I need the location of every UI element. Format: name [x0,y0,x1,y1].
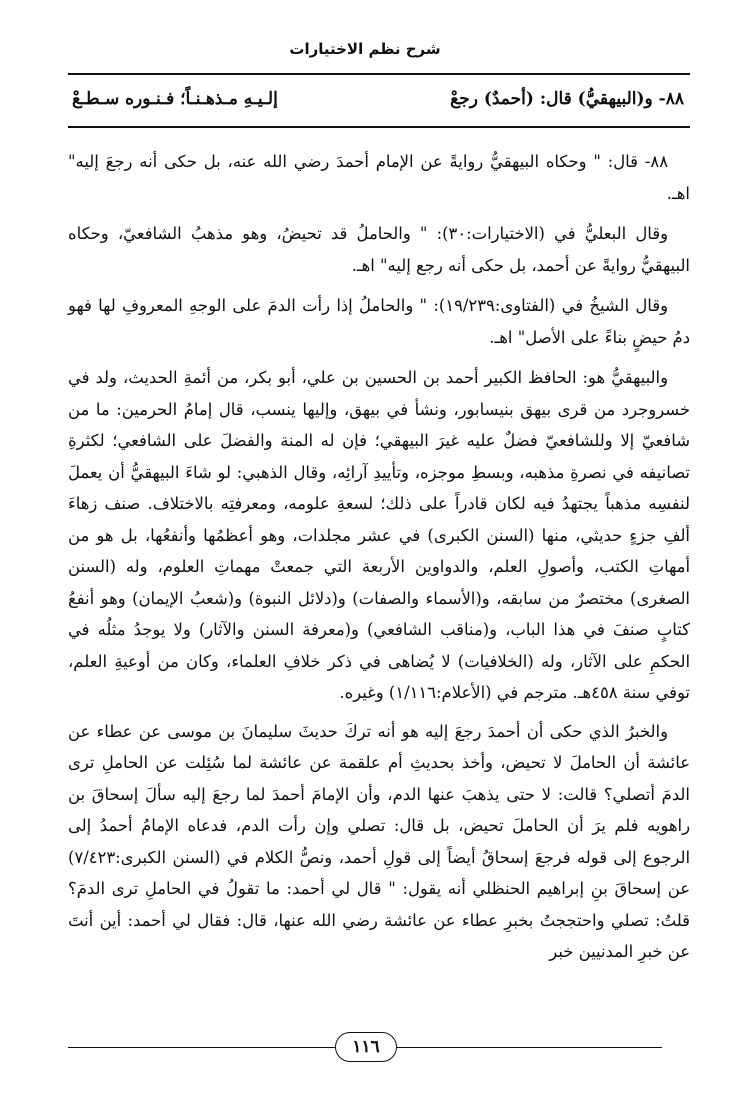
footer-rule-left [68,1047,343,1048]
running-header-title: شرح نظم الاختيارات [289,40,441,58]
paragraph-fatawa: وقال الشيخُ في (الفتاوى:١٩/٢٣٩): " والحاملُ إذا رأت الدمَ على الوجهِ المعروفِ لها فهو دمُ حيضٍ بناءً على الأصل" اهـ. [68,296,690,347]
footer-rule-right [387,1047,662,1048]
paragraph-report: والخبرُ الذي حكى أن أحمدَ رجعَ إليه هو أنه تركَ حديثَ سليمانَ بن موسى عن عطاء عن عائشة أن الحاملَ لا تحيض، وأخذ بحديثِ أم علقمة عن عائشة لما سُئِلت عن الحاملِ ترى الدمَ أتصلي؟ قالت: لا حتى يذهبَ عنها الدم، وأن الإمامَ أحمدَ لما رجعَ إليه سألَ إسحاقَ بن راهويه فلم يرَ أن الحاملَ تحيض، بل قال: تصلي وإن رأت الدم، فدعاه الإمامُ أحمدُ إلى الرجوع إلى قوله فرجعَ إسحاقُ أيضاً إلى قولِ أحمد، ونصُّ الكلام في (السنن الكبرى:٧/٤٢٣) عن إسحاقَ بنِ إبراهيم الحنظلي أنه يقول: " قال لي أحمد: ما تقولُ في الحاملِ ترى الدمَ؟ قلتُ: تصلي واحتججتُ بخبرِ عطاء عن عائشة رضي الله عنها، قال: فقال لي أحمد: أين أنتَ عن خبرِ المدنيين خبر [68,721,690,961]
page-footer [0,1030,730,1066]
verse-first-hemistich: ٨٨- و(البيهقيُّ) قال: (أحمدٌ) رجعْ [450,89,684,109]
verse-divider [68,126,690,128]
commentary-body [68,146,690,977]
verse-second-hemistich: إلـيـهِ مـذهـنـاً؛ فـنـوره سـطـعْ [72,89,278,109]
page-number: ١١٦ [335,1032,397,1062]
paragraph-intro: ٨٨- قال: " وحكاه البيهقيُّ روايةً عن الإمام أحمدَ رضي الله عنه، بل حكى أنه رجعَ إليه" اهـ. [68,152,690,203]
paragraph-baali: وقال البعليُّ في (الاختيارات:٣٠): " والحاملُ قد تحيضُ، وهو مذهبُ الشافعيّ، وحكاه البيهقيُّ روايةً عن أحمد، بل حكى أنه رجع إليه" اهـ. [68,224,690,275]
header-divider [68,73,690,75]
paragraph-bayhaqi-biography: والبيهقيُّ هو: الحافظ الكبير أحمد بن الحسين بن علي، أبو بكر، من أئمةِ الحديث، ولد في خسروجرد من قرى بيهق بنيسابور، ونشأ في بيهق، وإليها ينسب، قال إمامُ الحرمين: ما من شافعيّ إلا وللشافعيّ فضلٌ عليه غيرَ البيهقي؛ فإن له المنة والفضلَ على الشافعي؛ لكثرةِ تصانيفه في نصرةِ مذهبه، وبسطِ موجزه، وتأييدِ آرائِه، وقال الذهبي: لو شاءَ البيهقيُّ أن يعملَ لنفسِه مذهباً يجتهدُ فيه لكان قادراً على ذلك؛ لسعةِ علومه، ومعرفتِه بالاختلاف. صنف زهاءَ ألفِ جزءٍ حديثي، منها (السنن الكبرى) في عشر مجلدات، وهو أعظمُها وأنفعُها، بل هو من أمهاتِ الكتب، وأصولِ العلم، والدواوين الأربعة التي جمعتْ مهماتِ العلوم، وله (السنن الصغرى) مختصرٌ من سابقه، و(الأسماء والصفات) و(دلائل النبوة) و(شعبُ الإيمان) وهو أنفعُ كتابٍ صنفَ في هذا الباب، و(مناقب الشافعي) و(معرفة السنن والآثار) ولا يوجدُ مثلُه في الحكمِ على الآثار، وله (الخلافيات) لا يُضاهى في ذكر خلافِ العلماء، وكان من أوعيةِ العلم، توفي سنة ٤٥٨هـ. مترجم في (الأعلام:١/١١٦) وغيره. [68,368,690,702]
